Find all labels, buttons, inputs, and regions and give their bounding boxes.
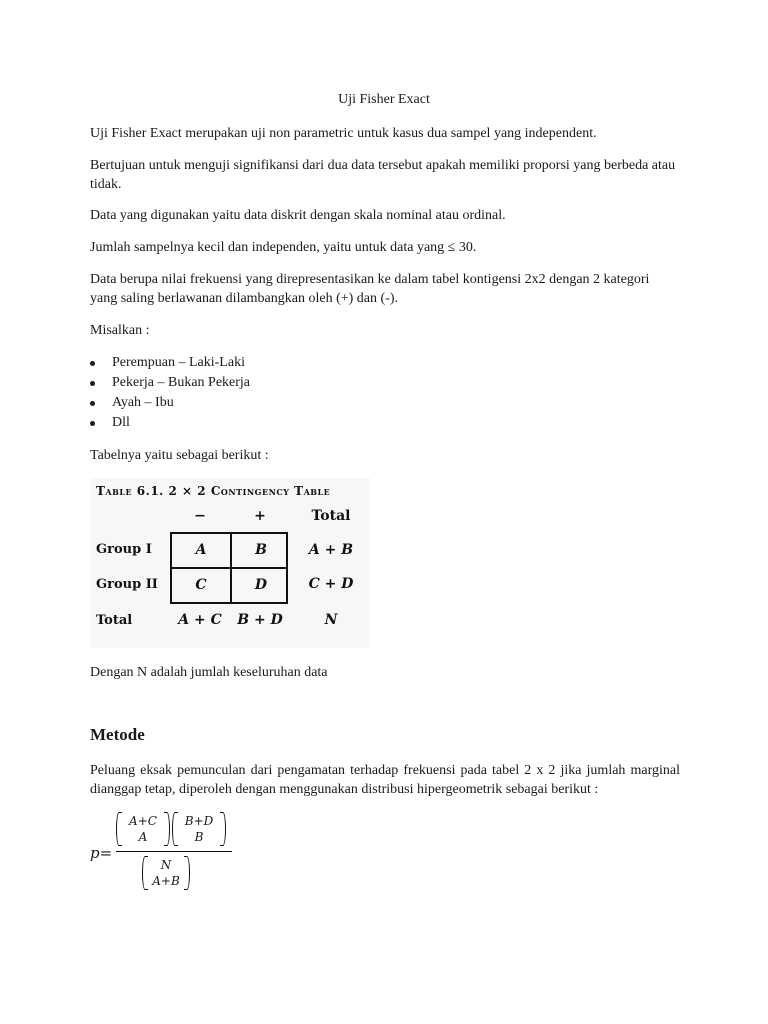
paragraph-table-intro: Tabelnya yaitu sebagai berikut :	[90, 448, 269, 463]
list-item: Dll	[90, 413, 250, 433]
hypergeometric-formula	[88, 810, 248, 896]
paragraph-purpose: Bertujuan untuk menguji signifikansi dari dua data tersebut apakah memiliki proporsi yang berbeda atau tidak.	[90, 158, 676, 192]
column-total-plus: B + D	[237, 612, 283, 628]
bullet-icon	[90, 361, 95, 366]
section-heading-metode: Metode	[90, 725, 145, 744]
row-total-1: A + B	[308, 542, 354, 558]
right-paren-icon	[220, 812, 226, 846]
cell-a: A	[195, 542, 207, 558]
document-title: Uji Fisher Exact	[338, 92, 430, 107]
fraction-bar	[116, 851, 232, 852]
column-header-total: Total	[311, 508, 351, 524]
bullet-icon	[90, 421, 95, 426]
binomial-denominator: N A+B	[142, 856, 190, 890]
right-paren-icon	[184, 856, 190, 890]
table-grid	[170, 532, 288, 604]
grand-total: N	[324, 612, 338, 628]
column-total-minus: A + C	[178, 612, 222, 628]
paragraph-data-type: Data yang digunakan yaitu data diskrit dengan skala nominal atau ordinal.	[90, 208, 506, 223]
list-item: Ayah – Ibu	[90, 393, 250, 413]
formula-lhs: p=	[90, 844, 113, 862]
cell-d: D	[254, 577, 268, 593]
paragraph-intro: Uji Fisher Exact merupakan uji non parametric untuk kasus dua sampel yang independent.	[90, 126, 597, 141]
paragraph-example-intro: Misalkan :	[90, 323, 150, 338]
paragraph-n-definition: Dengan N adalah jumlah keseluruhan data	[90, 665, 328, 680]
bullet-icon	[90, 401, 95, 406]
column-header-minus: −	[194, 508, 206, 524]
table-caption: Table 6.1. 2 × 2 Contingency Table	[96, 484, 331, 498]
contingency-table-figure	[90, 478, 370, 648]
paragraph-sample-size: Jumlah sampelnya kecil dan independen, yaitu untuk data yang ≤ 30.	[90, 240, 477, 255]
right-paren-icon	[164, 812, 170, 846]
cell-c: C	[195, 577, 207, 593]
paragraph-frequency: Data berupa nilai frekuensi yang direpresentasikan ke dalam tabel kontigensi 2x2 dengan 2 kategori yang saling berlawanan dilambangkan oleh (+) dan (-).	[90, 272, 650, 306]
paragraph-method: Peluang eksak pemunculan dari pengamatan terhadap frekuensi pada tabel 2 x 2 jika jumlah marginal dianggap tetap, diperoleh dengan menggunakan distribusi hipergeometrik sebagai berikut :	[90, 763, 680, 797]
list-item: Pekerja – Bukan Pekerja	[90, 373, 250, 393]
example-list	[90, 353, 250, 433]
column-header-plus: +	[254, 508, 266, 524]
binomial-numerator-2: B+D B	[172, 812, 226, 846]
bullet-icon	[90, 381, 95, 386]
cell-b: B	[255, 542, 267, 558]
row-label-total: Total	[96, 613, 133, 628]
row-label-group-1: Group I	[96, 542, 152, 557]
binomial-numerator-1: A+C A	[116, 812, 170, 846]
row-label-group-2: Group II	[96, 577, 158, 592]
list-item: Perempuan – Laki-Laki	[90, 353, 250, 373]
row-total-2: C + D	[308, 576, 354, 592]
